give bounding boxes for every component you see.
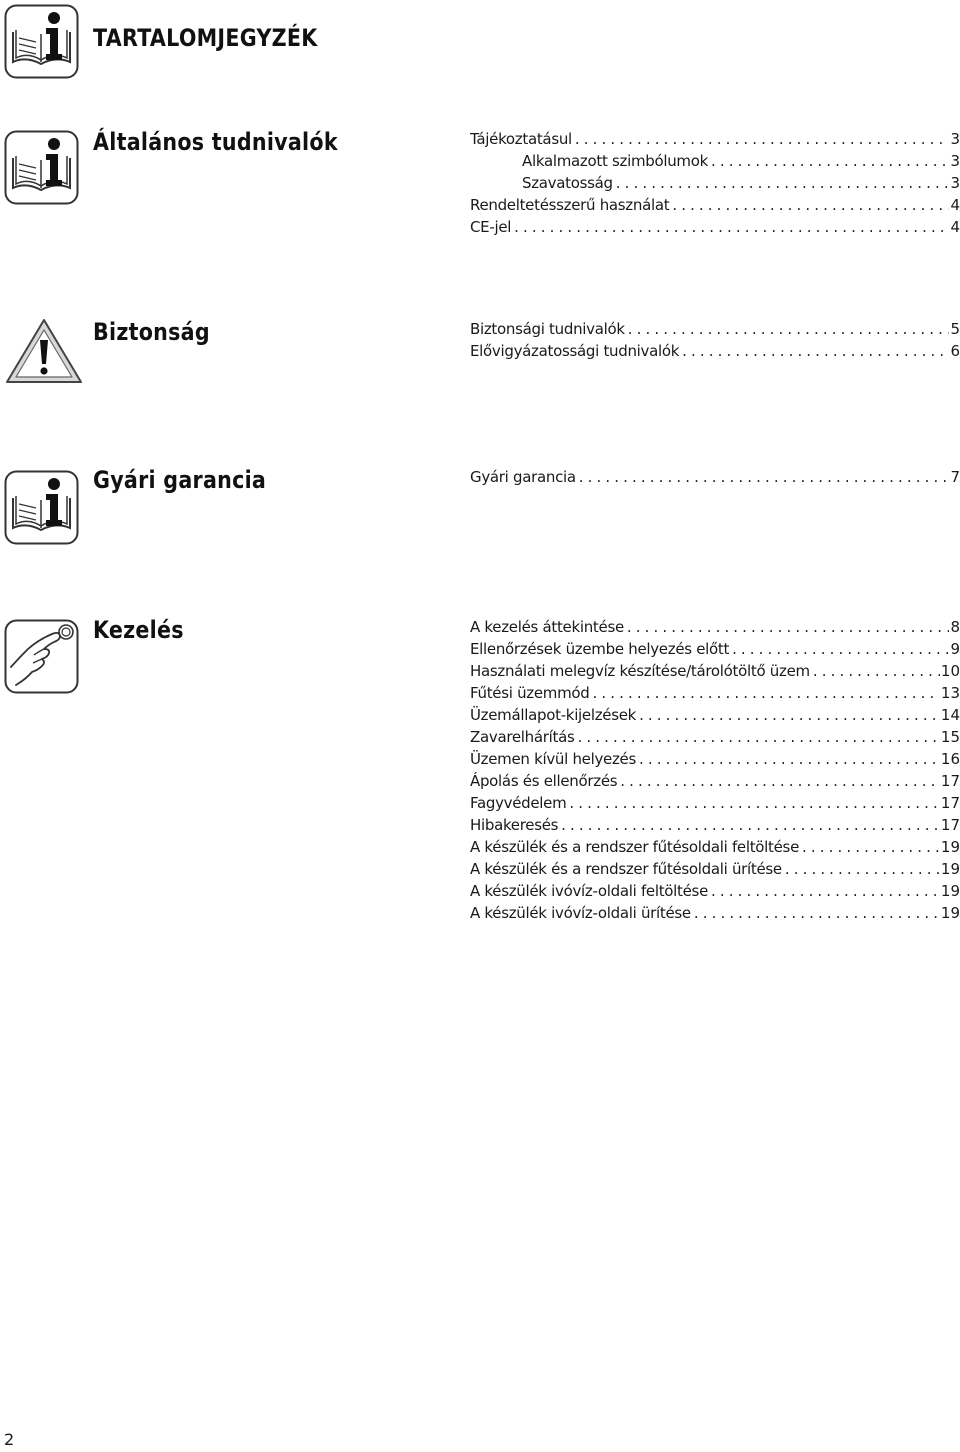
toc-page: 9 xyxy=(950,640,960,658)
page-number: 2 xyxy=(4,1430,15,1449)
toc-row[interactable] xyxy=(470,880,960,902)
toc-page: 3 xyxy=(950,130,960,148)
toc-leader xyxy=(593,682,940,704)
toc-label: Rendeltetésszerű használat xyxy=(470,196,670,214)
warranty-info-book-icon xyxy=(4,470,79,545)
toc-label: Gyári garancia xyxy=(470,468,576,486)
toc-leader xyxy=(672,194,949,216)
toc-label: A készülék ivóvíz-oldali feltöltése xyxy=(470,882,709,900)
toc-page: 19 xyxy=(940,860,960,878)
toc-leader xyxy=(575,128,950,150)
toc-leader xyxy=(711,150,949,172)
toc-label: Elővigyázatossági tudnivalók xyxy=(470,342,680,360)
toc-leader xyxy=(616,172,950,194)
toc-row[interactable] xyxy=(470,340,960,362)
toc-operation xyxy=(470,616,960,924)
toc-label: Zavarelhárítás xyxy=(470,728,575,746)
section-heading-safety: Biztonság xyxy=(93,318,210,346)
toc-leader xyxy=(785,858,940,880)
toc-page: 4 xyxy=(950,196,960,214)
toc-row[interactable] xyxy=(470,902,960,924)
toc-label: Biztonsági tudnivalók xyxy=(470,320,625,338)
toc-label: A kezelés áttekintése xyxy=(470,618,624,636)
toc-leader xyxy=(732,638,949,660)
toc-label: Ápolás és ellenőrzés xyxy=(470,772,618,790)
toc-leader xyxy=(569,792,940,814)
toc-leader xyxy=(578,726,940,748)
toc-label: Használati melegvíz készítése/tárolótöltő üzem xyxy=(470,662,810,680)
toc-row[interactable] xyxy=(470,466,960,488)
toc-page: 4 xyxy=(950,218,960,236)
toc-page: 3 xyxy=(950,174,960,192)
toc-page: 14 xyxy=(940,706,960,724)
toc-row[interactable] xyxy=(470,128,960,150)
toc-leader xyxy=(561,814,940,836)
toc-row[interactable] xyxy=(470,726,960,748)
toc-page: 19 xyxy=(940,882,960,900)
toc-row[interactable] xyxy=(470,318,960,340)
page-title: TARTALOMJEGYZÉK xyxy=(93,24,318,52)
toc-page: 7 xyxy=(950,468,960,486)
toc-leader xyxy=(694,902,940,924)
toc-row[interactable] xyxy=(470,792,960,814)
toc-label: A készülék ivóvíz-oldali ürítése xyxy=(470,904,691,922)
toc-leader xyxy=(682,340,949,362)
toc-row[interactable] xyxy=(470,682,960,704)
toc-row[interactable] xyxy=(470,858,960,880)
section-heading-general: Általános tudnivalók xyxy=(93,128,338,156)
toc-label: CE-jel xyxy=(470,218,512,236)
toc-page: 10 xyxy=(940,662,960,680)
toc-page: 17 xyxy=(940,794,960,812)
toc-page: 3 xyxy=(950,152,960,170)
toc-leader xyxy=(711,880,940,902)
toc-label: Üzemen kívül helyezés xyxy=(470,750,636,768)
toc-row[interactable] xyxy=(470,616,960,638)
toc-row[interactable] xyxy=(470,704,960,726)
toc-label: A készülék és a rendszer fűtésoldali ürítése xyxy=(470,860,782,878)
toc-leader xyxy=(813,660,940,682)
warning-triangle-icon xyxy=(4,316,84,386)
toc-row[interactable] xyxy=(470,836,960,858)
toc-leader xyxy=(639,748,940,770)
toc-row[interactable] xyxy=(470,748,960,770)
toc-page: 5 xyxy=(950,320,960,338)
toc-warranty xyxy=(470,466,960,488)
toc-leader xyxy=(514,216,949,238)
toc-label: Szavatosság xyxy=(522,174,613,192)
toc-leader xyxy=(639,704,940,726)
title-info-book-icon xyxy=(4,4,79,79)
toc-page: 6 xyxy=(950,342,960,360)
toc-general xyxy=(470,128,960,238)
toc-row[interactable] xyxy=(470,194,960,216)
toc-page: 16 xyxy=(940,750,960,768)
toc-page: 17 xyxy=(940,816,960,834)
toc-leader xyxy=(628,318,950,340)
toc-leader xyxy=(802,836,940,858)
toc-row[interactable] xyxy=(470,150,960,172)
section-heading-warranty: Gyári garancia xyxy=(93,466,267,494)
toc-row[interactable] xyxy=(470,770,960,792)
toc-row[interactable] xyxy=(470,638,960,660)
toc-page: 19 xyxy=(940,838,960,856)
toc-label: Hibakeresés xyxy=(470,816,559,834)
toc-label: Fűtési üzemmód xyxy=(470,684,590,702)
toc-row[interactable] xyxy=(470,660,960,682)
toc-label: Tájékoztatásul xyxy=(470,130,572,148)
toc-page: 15 xyxy=(940,728,960,746)
toc-label: Fagyvédelem xyxy=(470,794,567,812)
toc-leader xyxy=(620,770,940,792)
general-info-book-icon xyxy=(4,130,79,205)
toc-safety xyxy=(470,318,960,362)
toc-row[interactable] xyxy=(470,216,960,238)
toc-row[interactable] xyxy=(470,172,960,194)
hand-pressing-button-icon xyxy=(4,619,79,694)
toc-label: Alkalmazott szimbólumok xyxy=(522,152,709,170)
toc-label: Üzemállapot-kijelzések xyxy=(470,706,637,724)
toc-page: 19 xyxy=(940,904,960,922)
toc-label: Ellenőrzések üzembe helyezés előtt xyxy=(470,640,730,658)
toc-row[interactable] xyxy=(470,814,960,836)
toc-page: 8 xyxy=(950,618,960,636)
toc-label: A készülék és a rendszer fűtésoldali feltöltése xyxy=(470,838,800,856)
toc-page: 17 xyxy=(940,772,960,790)
section-heading-operation: Kezelés xyxy=(93,616,184,644)
toc-leader xyxy=(579,466,950,488)
toc-leader xyxy=(627,616,950,638)
toc-page: 13 xyxy=(940,684,960,702)
